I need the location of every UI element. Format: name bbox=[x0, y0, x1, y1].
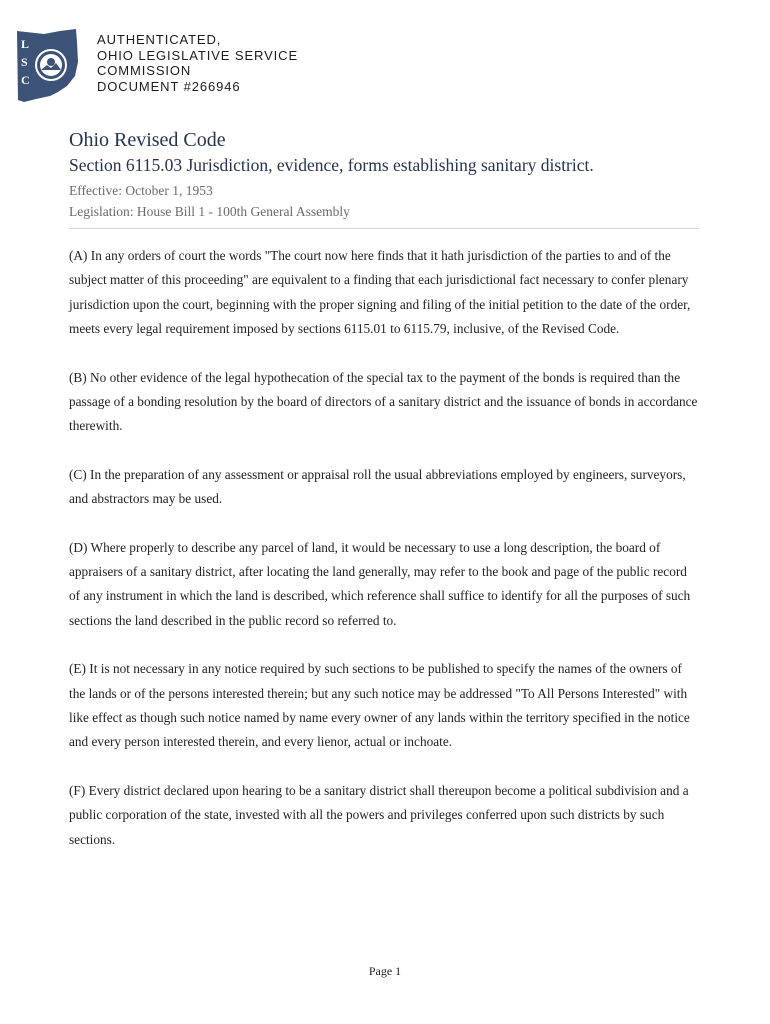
seal-sun-icon bbox=[47, 58, 55, 66]
legislation-info: Legislation: House Bill 1 - 100th General Assembly bbox=[69, 204, 350, 219]
page-number: Page 1 bbox=[368, 964, 402, 978]
paragraph-e: (E) It is not necessary in any notice required by such sections to be published to specify the names of the owners of the lands or of the persons interested therein; but any such notice may be addressed "To All Persons Interested" with like effect as though such notice named by name every owner of any lands within the territory specified in the notice and every person interested therein, and every lienor, actual or inchoate. bbox=[69, 661, 690, 750]
paragraph-a: (A) In any orders of court the words "The court now here finds that it hath jurisdiction of the parties to and of the subject matter of this proceeding" are equivalent to a finding that each jurisdictional fact necessary to confer plenary jurisdiction upon the court, beginning with the proper signing and filing of the initial petition to the date of the order, meets every legal requirement imposed by sections 6115.01 to 6115.79, inclusive, of the Revised Code. bbox=[69, 248, 691, 336]
ohio-state-seal-icon bbox=[14, 28, 88, 104]
paragraph-b: (B) No other evidence of the legal hypothecation of the special tax to the payment of the bonds is required than the passage of a bonding resolution by the board of directors of a sanitary district and the issuance of bonds in accordance therewith. bbox=[69, 369, 698, 434]
paragraph-d: (D) Where properly to describe any parcel of land, it would be necessary to use a long description, the board of appraisers of a sanitary district, after locating the land generally, may refer to the book and page of the public record of any instrument in which the land is described, which reference shall suffice to identify for all the purposes of such sections the land described in the public record so referred to. bbox=[69, 539, 691, 628]
auth-line: COMMISSION bbox=[97, 63, 192, 78]
effective-date: Effective: October 1, 1953 bbox=[69, 183, 213, 198]
lsc-seal-logo bbox=[14, 28, 88, 104]
document-header bbox=[69, 128, 699, 222]
seal-letter-s: S bbox=[21, 55, 28, 69]
auth-document-number: DOCUMENT #266946 bbox=[97, 78, 241, 94]
section-title: Section 6115.03 Jurisdiction, evidence, forms establishing sanitary district. bbox=[69, 155, 594, 175]
auth-line: AUTHENTICATED, bbox=[97, 32, 222, 47]
paragraph-c: (C) In the preparation of any assessment or appraisal roll the usual abbreviations employed by engineers, surveyors, and abstractors may be used. bbox=[69, 466, 686, 507]
section-body bbox=[69, 244, 701, 876]
paragraph-f: (F) Every district declared upon hearing to be a sanitary district shall thereupon become a political subdivision and a public corporation of the state, invested with all the powers and privileges conferred upon such districts by such sections. bbox=[69, 783, 689, 847]
header-divider bbox=[69, 228, 699, 229]
authentication-stamp bbox=[97, 32, 298, 94]
seal-letter-c: C bbox=[21, 73, 30, 87]
document-meta bbox=[69, 180, 699, 222]
auth-line: OHIO LEGISLATIVE SERVICE bbox=[97, 47, 299, 63]
code-title: Ohio Revised Code bbox=[69, 129, 226, 151]
seal-letter-l: L bbox=[21, 37, 30, 51]
